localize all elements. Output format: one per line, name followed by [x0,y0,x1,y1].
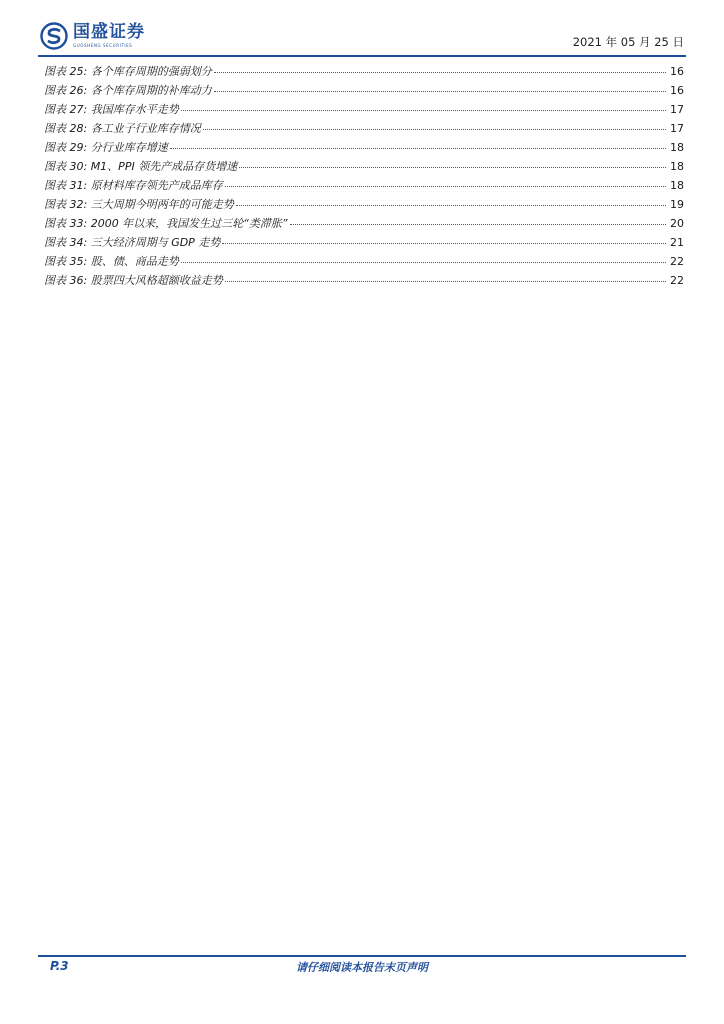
toc-entry[interactable] [44,63,684,82]
toc-leader-dots [239,166,666,168]
logo-subtext: GUOSHENG SECURITIES [73,43,133,48]
toc-entry-label: 图表 26: 各个库存周期的补库动力 [44,84,212,97]
toc-entry[interactable] [44,272,684,291]
page-header [38,22,686,58]
toc-entry-label: 图表 35: 股、债、商品走势 [44,255,179,268]
toc-leader-dots [203,128,666,130]
toc-entry[interactable] [44,139,684,158]
toc-entry-page: 17 [670,103,684,116]
logo-wordmark: 国盛证券 [73,22,145,42]
toc-entry-page: 18 [670,160,684,173]
toc-entry-page: 18 [670,141,684,154]
toc-entry-label: 图表 33: 2000 年以来，我国发生过三轮“类滞胀” [44,217,288,230]
toc-entry[interactable] [44,234,684,253]
toc-entry-page: 22 [670,274,684,287]
toc-entry-page: 20 [670,217,684,230]
toc-entry-page: 18 [670,179,684,192]
toc-entry[interactable] [44,82,684,101]
page-number: P.3 [50,959,69,973]
toc-entry-page: 16 [670,84,684,97]
toc-leader-dots [290,223,666,225]
header-divider [38,55,686,57]
toc-entry-label: 图表 36: 股票四大风格超额收益走势 [44,274,223,287]
toc-leader-dots [181,109,666,111]
toc-entry-label: 图表 25: 各个库存周期的强弱划分 [44,65,212,78]
toc-leader-dots [222,242,666,244]
toc-entry[interactable] [44,158,684,177]
toc-leader-dots [214,90,666,92]
toc-entry[interactable] [44,177,684,196]
report-date: 2021 年 05 月 25 日 [572,35,684,49]
guosheng-logo-icon [40,22,68,50]
toc-leader-dots [181,261,666,263]
toc-entry-label: 图表 29: 分行业库存增速 [44,141,168,154]
toc-entry-label: 图表 30: M1、PPI 领先产成品存货增速 [44,160,238,173]
toc-leader-dots [170,147,666,149]
toc-leader-dots [214,71,666,73]
toc-leader-dots [225,185,666,187]
toc-entry-page: 21 [670,236,684,249]
toc-entry-page: 17 [670,122,684,135]
toc-entry-page: 16 [670,65,684,78]
toc-entry-label: 图表 28: 各工业子行业库存情况 [44,122,201,135]
toc-leader-dots [236,204,666,206]
toc-entry-page: 19 [670,198,684,211]
table-of-figures [44,63,684,291]
toc-entry-label: 图表 34: 三大经济周期与 GDP 走势 [44,236,221,249]
toc-entry[interactable] [44,196,684,215]
disclaimer-note: 请仔细阅读本报告末页声明 [296,961,428,974]
company-logo [40,22,145,50]
toc-entry-label: 图表 31: 原材料库存领先产成品库存 [44,179,223,192]
toc-entry-label: 图表 32: 三大周期今明两年的可能走势 [44,198,234,211]
toc-entry[interactable] [44,253,684,272]
toc-entry[interactable] [44,101,684,120]
toc-entry[interactable] [44,215,684,234]
toc-entry-page: 22 [670,255,684,268]
toc-entry[interactable] [44,120,684,139]
toc-leader-dots [225,280,666,282]
footer-divider [38,955,686,957]
toc-entry-label: 图表 27: 我国库存水平走势 [44,103,179,116]
